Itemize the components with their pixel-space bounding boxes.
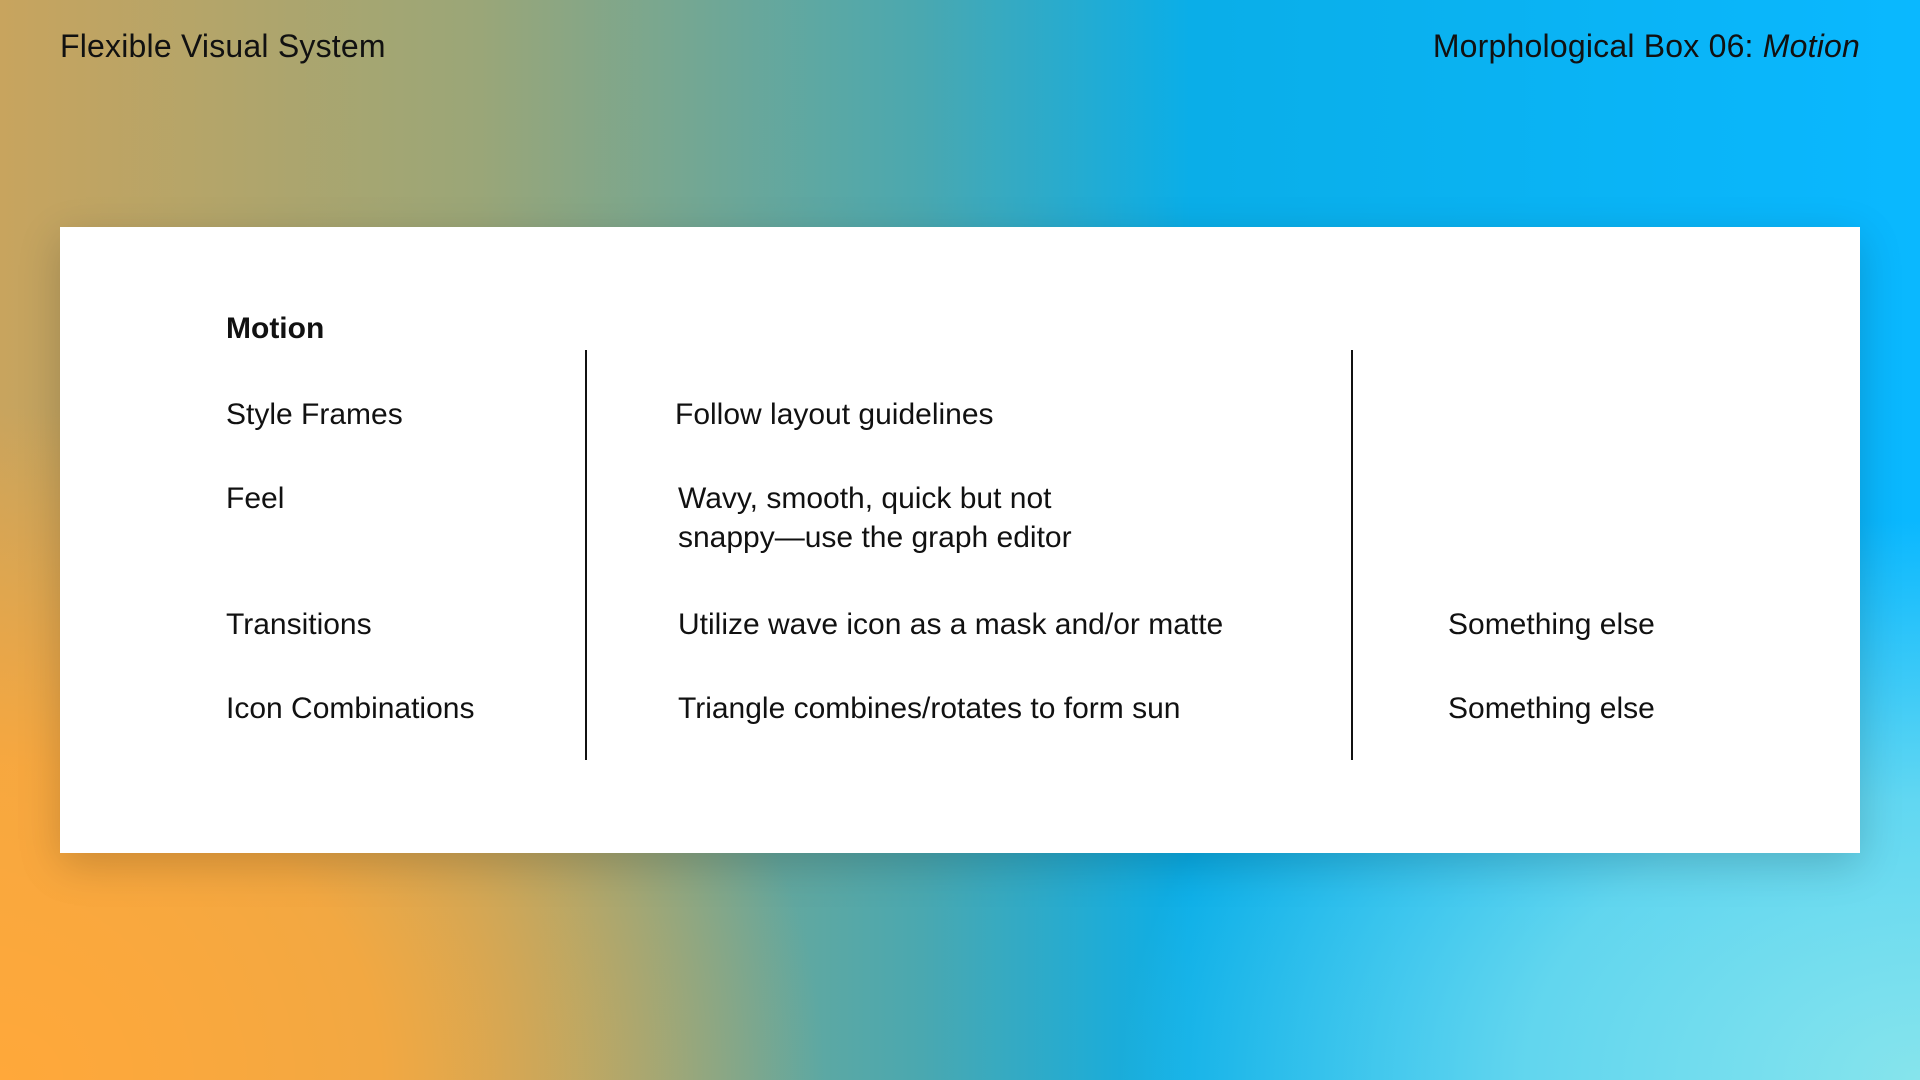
column-divider-2	[1351, 350, 1353, 760]
column-divider-1	[585, 350, 587, 760]
row-label-style-frames: Style Frames	[226, 398, 403, 431]
row-value-transitions: Utilize wave icon as a mask and/or matte	[678, 608, 1224, 641]
slide-title-prefix: Morphological Box 06:	[1432, 28, 1763, 64]
table-heading: Motion	[226, 312, 325, 345]
slide-title-topic: Motion	[1762, 28, 1860, 64]
row-value-icon-combinations: Triangle combines/rotates to form sun	[678, 692, 1181, 725]
slide-title	[1433, 28, 1860, 65]
row-label-icon-combinations: Icon Combinations	[226, 692, 475, 725]
row-alt-transitions: Something else	[1448, 608, 1655, 641]
row-value-feel-line-1: Wavy, smooth, quick but not	[678, 482, 1052, 515]
row-label-feel: Feel	[226, 482, 285, 515]
row-label-transitions: Transitions	[226, 608, 372, 641]
morphological-box-card	[60, 227, 1860, 853]
row-alt-icon-combinations: Something else	[1448, 692, 1655, 725]
row-value-style-frames: Follow layout guidelines	[675, 398, 994, 431]
header-title: Flexible Visual System	[60, 28, 386, 64]
row-value-feel-line-2: snappy—use the graph editor	[678, 521, 1072, 554]
